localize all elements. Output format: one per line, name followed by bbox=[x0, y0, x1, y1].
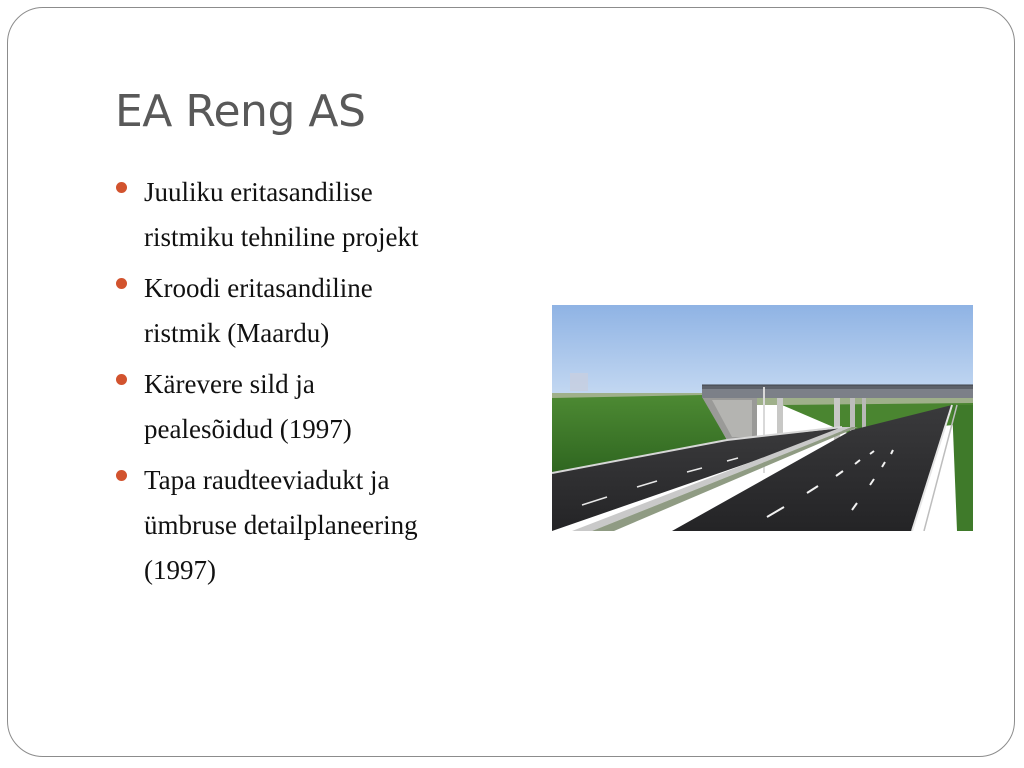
bullet-dot-icon bbox=[116, 374, 127, 385]
bullet-dot-icon bbox=[116, 278, 127, 289]
bullet-text: Kroodi eritasandiline ristmik (Maardu) bbox=[144, 273, 373, 348]
bullet-dot-icon bbox=[116, 470, 127, 481]
highway-overpass-image bbox=[552, 305, 973, 531]
slide-title: EA Reng AS bbox=[115, 86, 366, 137]
bullet-text: Juuliku eritasandilise ristmiku tehniline projekt bbox=[144, 177, 419, 252]
bullet-dot-icon bbox=[116, 182, 127, 193]
list-item bbox=[114, 170, 514, 260]
bullet-text: Tapa raudteeviadukt ja ümbruse detailplaneering (1997) bbox=[144, 465, 418, 585]
bullet-text: Kärevere sild ja pealesõidud (1997) bbox=[144, 369, 352, 444]
list-item bbox=[114, 458, 514, 593]
list-item bbox=[114, 362, 514, 452]
bullet-list bbox=[114, 170, 514, 599]
list-item bbox=[114, 266, 514, 356]
